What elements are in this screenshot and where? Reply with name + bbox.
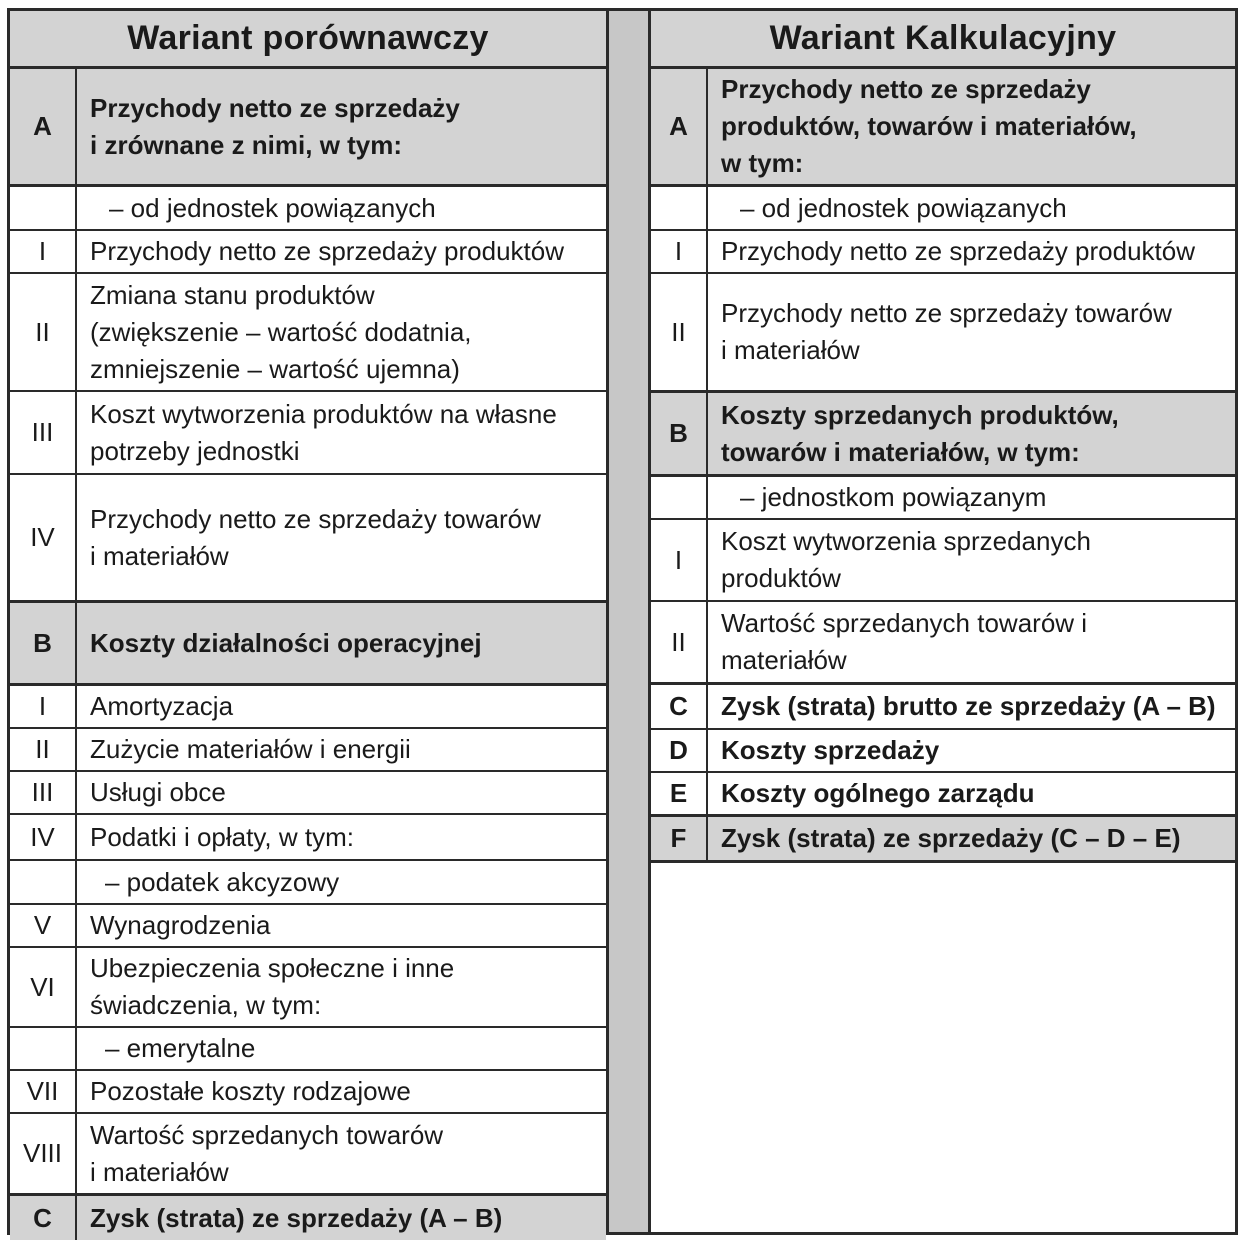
row-text: Przychody netto ze sprzedaży produktów	[90, 236, 565, 266]
table-row	[651, 393, 1235, 477]
row-label: A	[10, 69, 77, 184]
table-row	[10, 187, 606, 231]
table-row	[10, 686, 606, 729]
table-row	[10, 905, 606, 948]
row-text: Podatki i opłaty, w tym:	[90, 821, 354, 852]
comparative-variant-table	[7, 8, 609, 1235]
row-label: II	[10, 729, 77, 770]
table-row	[651, 477, 1235, 520]
row-label	[10, 187, 77, 229]
table-row	[651, 730, 1235, 773]
row-label: II	[10, 274, 77, 390]
row-text: – od jednostek powiązanych	[740, 192, 1067, 223]
row-text: Ubezpieczenia społeczne i inne świadczenia, w tym:	[90, 953, 455, 1020]
comparative-variant-title: Wariant porównawczy	[10, 11, 606, 69]
table-row	[651, 602, 1235, 685]
row-text: Koszty działalności operacyjnej	[90, 627, 482, 658]
table-row	[10, 1028, 606, 1071]
row-label: V	[10, 905, 77, 946]
row-text: Amortyzacja	[90, 691, 234, 721]
row-text: Przychody netto ze sprzedaży towarów i materiałów	[721, 298, 1172, 365]
table-row	[10, 392, 606, 475]
row-label: B	[10, 603, 77, 683]
table-row	[651, 773, 1235, 817]
calculation-variant-table	[648, 8, 1238, 1235]
table-row	[651, 231, 1235, 274]
row-text: – emerytalne	[105, 1033, 256, 1063]
row-text: Wartość sprzedanych towarów i materiałów	[721, 608, 1088, 675]
row-label	[10, 861, 77, 903]
table-row	[10, 1071, 606, 1114]
table-row	[10, 603, 606, 686]
table-row	[651, 520, 1235, 602]
row-label: C	[651, 685, 708, 728]
row-text: – jednostkom powiązanym	[740, 482, 1047, 512]
row-text: Usługi obce	[90, 777, 226, 807]
row-text: Zysk (strata) brutto ze sprzedaży (A – B)	[721, 691, 1216, 721]
table-row	[10, 274, 606, 392]
row-text: Pozostałe koszty rodzajowe	[90, 1076, 411, 1106]
row-label: I	[10, 231, 77, 272]
table-row	[10, 1196, 606, 1240]
table-row	[651, 274, 1235, 393]
table-row	[651, 187, 1235, 231]
row-text: Przychody netto ze sprzedaży i zrównane z nimi, w tym:	[90, 92, 460, 160]
row-text: Zmiana stanu produktów (zwiększenie – wartość dodatnia, zmniejszenie – wartość ujemna)	[90, 279, 472, 384]
empty-area	[651, 863, 1235, 1232]
row-text: Koszt wytworzenia sprzedanych produktów	[721, 526, 1091, 593]
table-row	[10, 475, 606, 603]
table-row	[651, 69, 1235, 187]
row-label: I	[10, 686, 77, 727]
row-text: Koszty ogólnego zarządu	[721, 778, 1035, 808]
table-row	[10, 861, 606, 905]
table-row	[10, 729, 606, 772]
row-text: – od jednostek powiązanych	[109, 192, 436, 223]
row-label: VI	[10, 948, 77, 1026]
row-label: VIII	[10, 1114, 77, 1193]
row-text: Przychody netto ze sprzedaży towarów i materiałów	[90, 503, 541, 571]
row-text: Koszt wytworzenia produktów na własne potrzeby jednostki	[90, 398, 557, 466]
row-text: Wynagrodzenia	[90, 910, 271, 940]
row-text: Koszty sprzedanych produktów, towarów i materiałów, w tym:	[721, 399, 1119, 467]
row-label	[651, 477, 708, 518]
table-row	[10, 69, 606, 187]
row-label: IV	[10, 475, 77, 600]
row-label: I	[651, 520, 708, 600]
table-row	[10, 772, 606, 815]
row-label	[651, 187, 708, 229]
row-text: Zysk (strata) ze sprzedaży (C – D – E)	[721, 823, 1181, 853]
row-text: – podatek akcyzowy	[105, 866, 340, 897]
row-label: II	[651, 274, 708, 390]
table-row	[10, 948, 606, 1028]
row-text: Zużycie materiałów i energii	[90, 734, 411, 764]
row-text: Koszty sprzedaży	[721, 735, 940, 765]
table-row	[10, 815, 606, 861]
row-label: D	[651, 730, 708, 771]
row-label: VII	[10, 1071, 77, 1112]
row-text: Zysk (strata) ze sprzedaży (A – B)	[90, 1202, 503, 1233]
row-label: III	[10, 772, 77, 813]
row-label: IV	[10, 815, 77, 859]
table-row	[651, 817, 1235, 863]
table-row	[651, 685, 1235, 730]
row-label: C	[10, 1196, 77, 1240]
row-text: Przychody netto ze sprzedaży produktów, towarów i materiałów, w tym:	[721, 74, 1137, 178]
row-label	[10, 1028, 77, 1069]
row-label: III	[10, 392, 77, 473]
row-label: F	[651, 817, 708, 860]
table-row	[10, 231, 606, 274]
row-label: I	[651, 231, 708, 272]
table-row	[10, 1114, 606, 1196]
row-text: Przychody netto ze sprzedaży produktów	[721, 236, 1196, 266]
row-label: A	[651, 69, 708, 184]
row-label: E	[651, 773, 708, 814]
calculation-variant-title: Wariant Kalkulacyjny	[651, 11, 1235, 69]
row-label: II	[651, 602, 708, 682]
row-label: B	[651, 393, 708, 474]
row-text: Wartość sprzedanych towarów i materiałów	[90, 1119, 444, 1187]
